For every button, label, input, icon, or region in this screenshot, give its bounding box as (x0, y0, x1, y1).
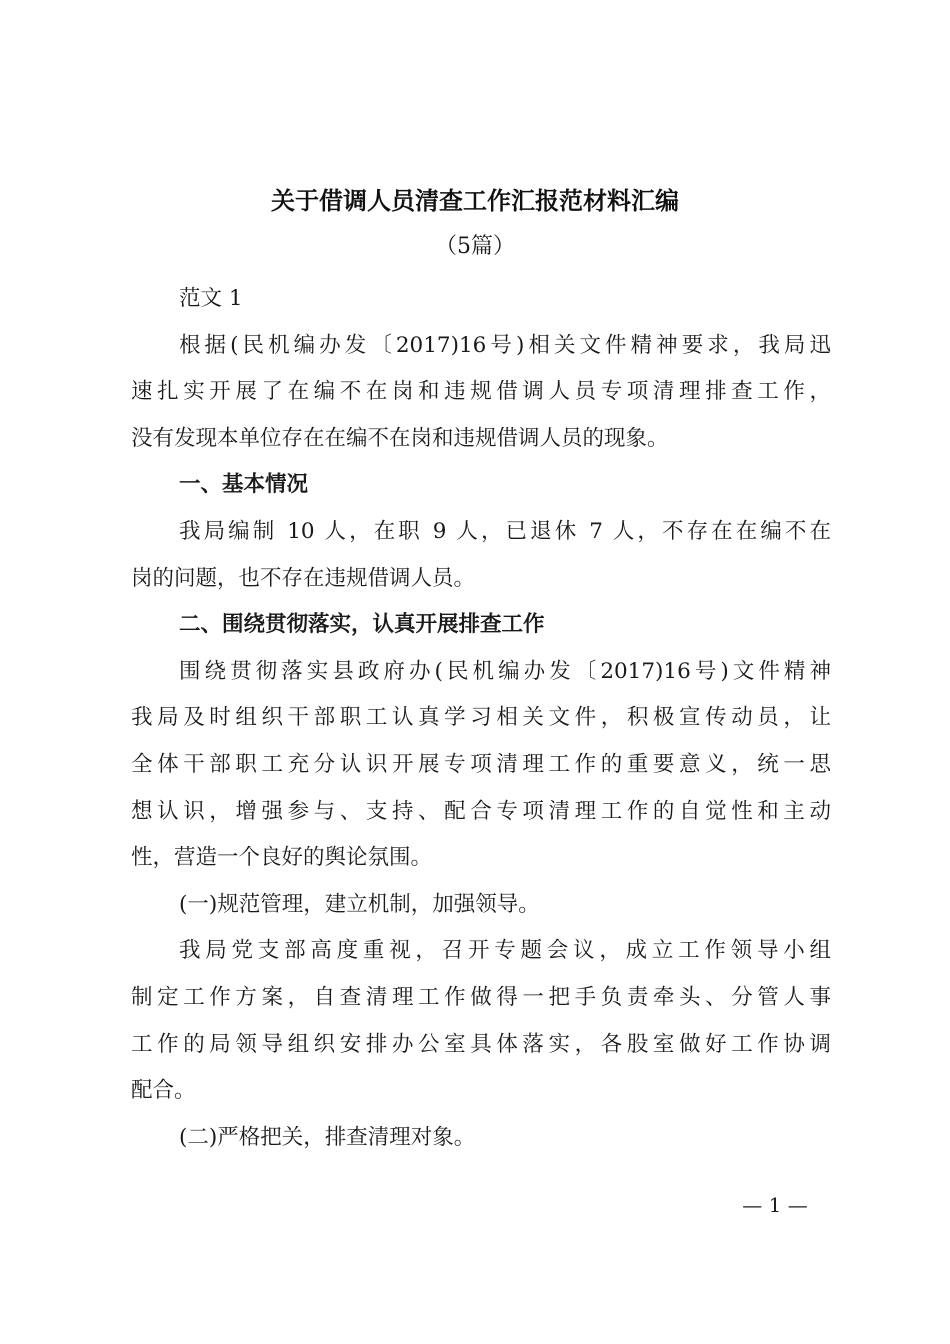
section-heading: 一、基本情况 (179, 472, 309, 498)
paragraph-line: 岗的问题，也不存在违规借调人员。 (131, 565, 476, 591)
document-body (131, 276, 831, 1161)
paragraph-line: 性，营造一个良好的舆论氛围。 (131, 845, 433, 871)
document-title: 关于借调人员清查工作汇报范材料汇编 (271, 187, 679, 215)
subsection-heading: (二)严格把关，排查清理对象。 (179, 1124, 476, 1150)
paragraph-line: 制定工作方案，自查清理工作做得一把手负责牵头、分管人事 (131, 984, 831, 1010)
paragraph-line: 围绕贯彻落实县政府办(民机编办发〔2017)16号)文件精神 (179, 658, 831, 684)
paragraph-line: 根据(民机编办发〔2017)16号)相关文件精神要求，我局迅 (179, 332, 831, 358)
document-subtitle: （5篇） (435, 234, 515, 259)
paragraph-line: 配合。 (131, 1078, 196, 1104)
subsection-heading: (一)规范管理，建立机制，加强领导。 (179, 891, 540, 917)
paragraph-line: 我局及时组织干部职工认真学习相关文件，积极宣传动员，让 (131, 705, 831, 731)
page-number: — 1 — (742, 1193, 808, 1217)
section-label: 范文 1 (179, 286, 243, 311)
paragraph-line: 速扎实开展了在编不在岗和违规借调人员专项清理排查工作， (131, 379, 831, 405)
section-heading: 二、围绕贯彻落实，认真开展排查工作 (179, 612, 545, 638)
paragraph-line: 没有发现本单位存在在编不在岗和违规借调人员的现象。 (131, 425, 669, 451)
paragraph-lines (131, 323, 831, 1162)
paragraph-line: 工作的局领导组织安排办公室具体落实，各股室做好工作协调 (131, 1031, 831, 1057)
paragraph-line: 我局党支部高度重视，召开专题会议，成立工作领导小组 (179, 938, 831, 964)
paragraph-line: 全体干部职工充分认识开展专项清理工作的重要意义，统一思 (131, 751, 831, 777)
paragraph-line: 我局编制 10 人，在职 9 人，已退休 7 人，不存在在编不在 (179, 518, 831, 544)
paragraph-line: 想认识，增强参与、支持、配合专项清理工作的自觉性和主动 (131, 798, 831, 824)
